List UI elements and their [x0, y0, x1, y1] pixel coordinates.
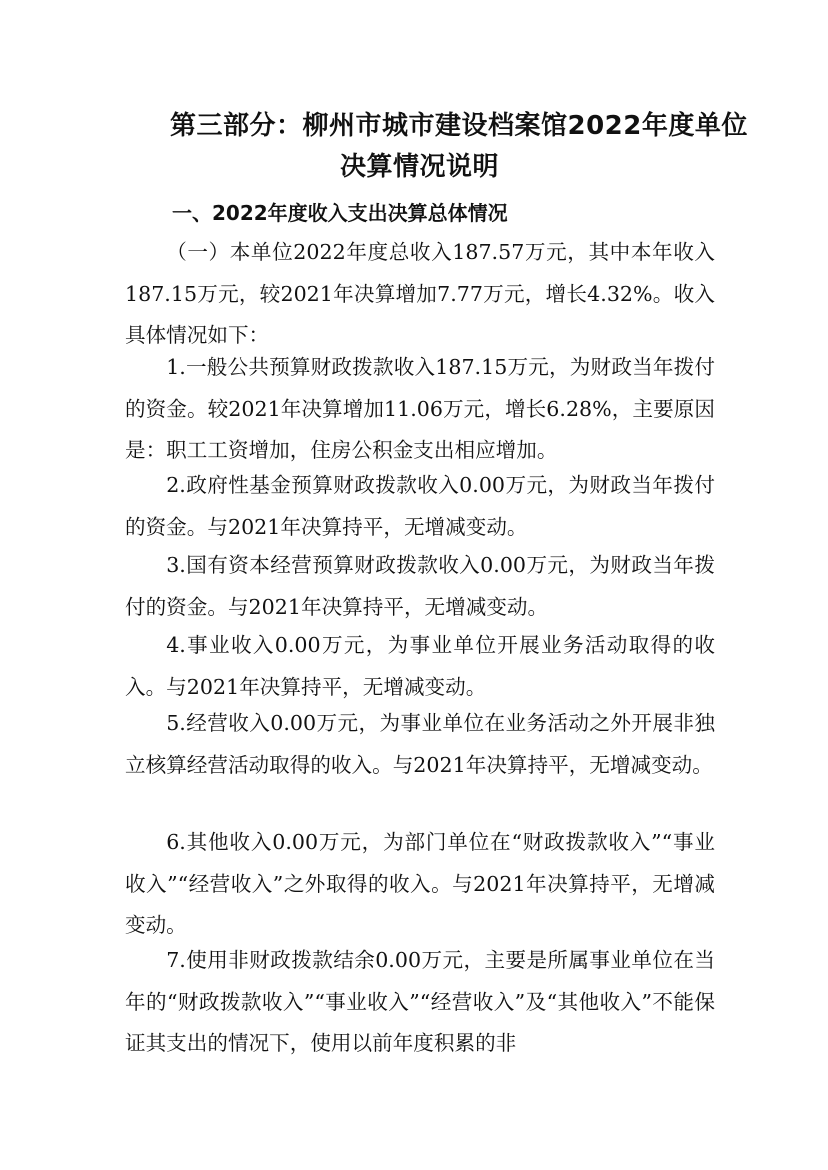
document-title-line2: 决算情况说明 [340, 152, 500, 182]
paragraph-item-1: 1.一般公共预算财政拨款收入187.15万元，为财政当年拨付的资金。较2021年决算增加11.06万元，增长6.28%，主要原因是：职工工资增加，住房公积金支出相应增加。 [125, 355, 715, 462]
paragraph-item-2: 2.政府性基金预算财政拨款收入0.00万元，为财政当年拨付的资金。与2021年决算持平，无增减变动。 [125, 473, 715, 539]
paragraph-item-7: 7.使用非财政拨款结余0.00万元，主要是所属事业单位在当年的“财政拨款收入”“事业收入”“经营收入”及“其他收入”不能保证其支出的情况下，使用以前年度积累的非 [125, 948, 715, 1055]
paragraph-item-4: 4.事业收入0.00万元，为事业单位开展业务活动取得的收入。与2021年决算持平，无增减变动。 [125, 633, 715, 699]
document-title-line1: 第三部分：柳州市城市建设档案馆2022年度单位 [170, 111, 748, 141]
paragraph-overview: （一）本单位2022年度总收入187.57万元，其中本年收入187.15万元，较2021年决算增加7.77万元，增长4.32%。收入具体情况如下： [125, 240, 715, 347]
paragraph-item-5: 5.经营收入0.00万元，为事业单位在业务活动之外开展非独立核算经营活动取得的收入。与2021年决算持平，无增减变动。 [125, 711, 715, 777]
paragraph-item-3: 3.国有资本经营预算财政拨款收入0.00万元，为财政当年拨付的资金。与2021年决算持平，无增减变动。 [125, 553, 715, 619]
section-heading: 一、2022年度收入支出决算总体情况 [172, 201, 508, 225]
paragraph-item-6: 6.其他收入0.00万元，为部门单位在“财政拨款收入”“事业收入”“经营收入”之外取得的收入。与2021年决算持平，无增减变动。 [125, 830, 715, 937]
